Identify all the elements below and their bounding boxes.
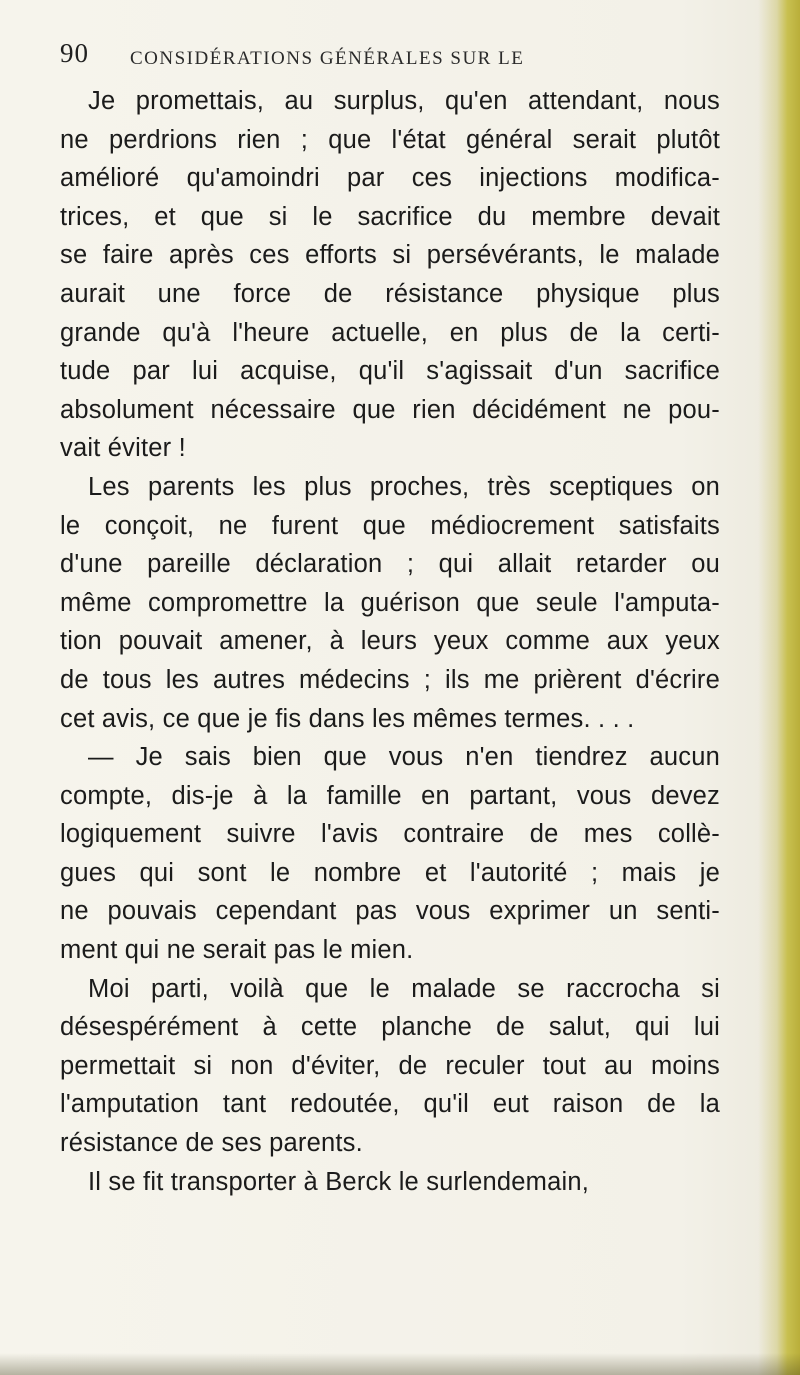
text-line: Les parents les plus proches, très sceptiques on [88,472,720,501]
text-line: aurait une force de résistance physique plus [60,279,720,308]
text-line: tude par lui acquise, qu'il s'agissait d'un sacrifice [60,357,720,386]
text-line: ment qui ne serait pas le mien. [60,936,414,965]
text-line: même compromettre la guérison que seule l'amputa- [60,588,720,617]
text-line: ne perdrions rien ; que l'état général serait plutôt [60,125,720,154]
text-line: vait éviter ! [60,434,186,463]
page-number: 90 [60,38,89,68]
text-line: absolument nécessaire que rien décidément ne pou- [60,395,720,424]
text-line: le conçoit, ne furent que médiocrement satisfaits [60,511,720,540]
text-line: se faire après ces efforts si persévérants, le malade [60,241,720,270]
text-line: logiquement suivre l'avis contraire de mes collè- [60,820,720,849]
page-bottom-edge [0,1353,800,1375]
running-head: CONSIDÉRATIONS GÉNÉRALES SUR LE [130,48,525,69]
text-line: Moi parti, voilà que le malade se raccrocha si [88,974,720,1003]
text-line: d'une pareille déclaration ; qui allait retarder ou [60,550,720,579]
text-line: ne pouvais cependant pas vous exprimer un senti- [60,897,720,926]
text-line: compte, dis-je à la famille en partant, vous devez [60,781,720,810]
page-edge-shadow [758,0,800,1375]
text-line: de tous les autres médecins ; ils me prièrent d'écrire [60,665,720,694]
text-line: cet avis, ce que je fis dans les mêmes termes. . . . [60,704,635,733]
text-line: Je promettais, au surplus, qu'en attendant, nous [88,87,720,115]
text-line: résistance de ses parents. [60,1129,363,1158]
text-line: gues qui sont le nombre et l'autorité ; mais je [60,858,720,887]
text-line: Il se fit transporter à Berck le surlendemain, [88,1167,589,1196]
text-line: désespérément à cette planche de salut, qui lui [60,1013,720,1042]
text-line: grande qu'à l'heure actuelle, en plus de la certi- [60,318,720,347]
text-line: l'amputation tant redoutée, qu'il eut raison de la [60,1090,720,1119]
body-text [60,82,720,1201]
text-line: permettait si non d'éviter, de reculer tout au moins [60,1051,720,1080]
text-line: — Je sais bien que vous n'en tiendrez aucun [88,743,720,772]
text-line: amélioré qu'amoindri par ces injections modifica- [60,164,720,193]
text-line: trices, et que si le sacrifice du membre devait [60,202,720,231]
text-line: tion pouvait amener, à leurs yeux comme aux yeux [60,627,720,656]
page-header [60,38,700,78]
